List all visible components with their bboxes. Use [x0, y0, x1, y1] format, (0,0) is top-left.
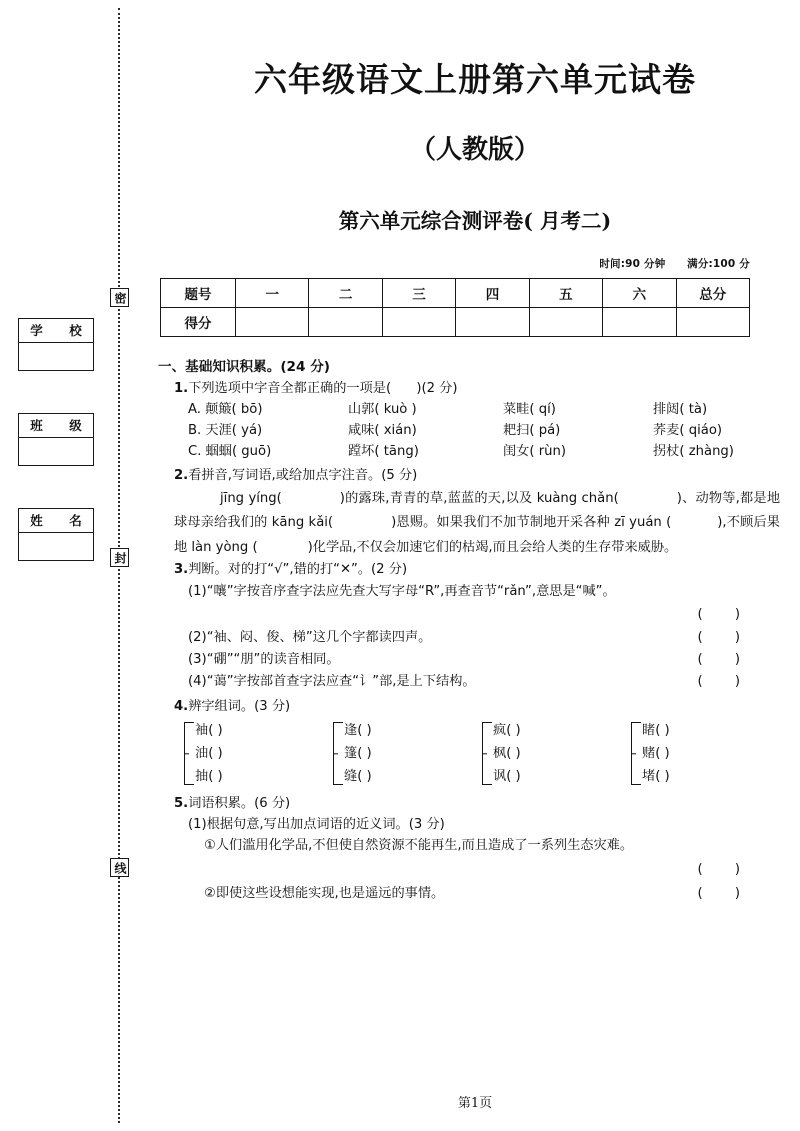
char-group-3-row-2[interactable]: 讽( ) [493, 769, 521, 784]
option-b-item-1: 咸味( xián) [348, 423, 417, 438]
score-cell-6[interactable] [676, 308, 749, 337]
score-table [160, 278, 750, 337]
q3-item-3-answer[interactable]: ( ) [697, 651, 754, 667]
info-box-school-label: 学 校 [19, 319, 93, 343]
char-group-1-row-1[interactable]: 油( ) [195, 746, 223, 761]
option-a-item-3: 排闼( tà) [653, 402, 708, 417]
q5-item-1-answer[interactable]: ( ) [697, 862, 754, 877]
option-b-item-0: B. 天涯( yá) [188, 423, 263, 438]
info-box-school [18, 318, 94, 371]
page-number-footer: 第1页 [457, 1096, 493, 1111]
q5-item-2-label: ② [204, 886, 216, 901]
info-box-name-label: 姓 名 [19, 509, 93, 533]
question-1-stem [174, 379, 780, 400]
question-2-number: 2. [174, 468, 189, 483]
question-5-stem [174, 794, 780, 815]
char-group-3-row-1[interactable]: 枫( ) [493, 746, 521, 761]
score-table-header-row [161, 279, 750, 308]
option-c-item-0: C. 蝈蝈( guō) [188, 444, 272, 459]
score-table-col-1: 二 [309, 279, 382, 308]
question-3-stem [174, 560, 780, 581]
option-a-item-2: 菜畦( qí) [503, 402, 556, 417]
question-3-item-3 [188, 649, 780, 671]
brace-icon [482, 722, 492, 785]
exam-meta-line [150, 256, 800, 271]
info-box-class-field[interactable] [19, 438, 93, 465]
time-limit-label: 时间:90 分钟 [599, 258, 666, 270]
score-cell-3[interactable] [456, 308, 529, 337]
score-table-col-3: 四 [456, 279, 529, 308]
char-group-1 [184, 719, 333, 788]
char-group-3-row-0[interactable]: 疯( ) [493, 723, 521, 738]
q3-item-2-text: “袖、闷、俊、梯”这几个字都读四声。 [206, 629, 432, 645]
brace-icon [631, 722, 641, 785]
seal-char-xian: 线 [110, 858, 129, 877]
question-1-options [188, 399, 780, 462]
q3-item-4-answer[interactable]: ( ) [697, 673, 754, 689]
option-c-item-1: 蹚坏( tāng) [348, 444, 419, 459]
q2-part-2: )、动物等,都是地球母亲给我们的 kāng kǎi( [174, 490, 781, 530]
q3-item-1-text: “嚷”字按音序查字法应先查大写字母“R”,再查音节“rǎn”,意思是“喊”。 [206, 583, 616, 599]
option-c-item-3: 拐杖( zhàng) [653, 444, 734, 459]
score-cell-0[interactable] [236, 308, 309, 337]
question-4-stem [174, 697, 780, 718]
q3-item-4-text: “蔼”字按部首查字法应查“讠”部,是上下结构。 [206, 673, 476, 689]
score-table-col-2: 三 [382, 279, 455, 308]
char-group-4-row-0[interactable]: 睹( ) [642, 723, 670, 738]
q3-item-1-answer[interactable]: ( ) [697, 606, 754, 622]
brace-icon [184, 722, 194, 785]
question-1-text: 下列选项中字音全都正确的一项是( [188, 380, 392, 396]
question-3-number: 3. [174, 562, 189, 577]
info-box-name [18, 508, 94, 561]
option-a-item-0: A. 颠簸( bō) [188, 402, 263, 417]
question-3-text: 判断。对的打“√”,错的打“✕”。(2 分) [188, 562, 408, 577]
questions-body [158, 357, 780, 905]
question-5-number: 5. [174, 796, 189, 811]
q2-part-5: )化学品,不仅会加速它们的枯竭,而且会给人类的生存带来威胁。 [307, 539, 678, 555]
info-box-school-field[interactable] [19, 343, 93, 370]
q3-item-3-text: “硼”“朋”的读音相同。 [206, 651, 340, 667]
info-box-name-field[interactable] [19, 533, 93, 560]
score-cell-2[interactable] [382, 308, 455, 337]
page-title: 六年级语文上册第六单元试卷 [254, 60, 696, 99]
question-3-item-2 [188, 627, 780, 649]
char-group-1-row-2[interactable]: 抽( ) [195, 769, 223, 784]
section-one-heading: 一、基础知识积累。(24 分) [158, 359, 331, 375]
q5-sub1-text: 根据句意,写出加点词语的近义词。(3 分) [206, 816, 445, 832]
question-5-sub1 [188, 815, 780, 836]
score-cell-5[interactable] [603, 308, 676, 337]
question-1-number: 1. [174, 380, 189, 396]
score-cell-1[interactable] [309, 308, 382, 337]
option-b-item-2: 耙扫( pá) [503, 423, 561, 438]
char-group-2-row-0[interactable]: 逢( ) [344, 723, 372, 738]
question-3-item-4 [188, 671, 780, 693]
question-4-text: 辨字组词。(3 分) [188, 698, 291, 714]
seal-char-mi: 密 [110, 288, 129, 307]
char-group-4-row-2[interactable]: 堵( ) [642, 769, 670, 784]
q5-item-2-answer[interactable]: ( ) [697, 886, 754, 901]
seal-char-feng: 封 [110, 548, 129, 567]
q5-item-1-text: 人们滥用化学品,不但使自然资源不能再生,而且造成了一系列生态灾难。 [215, 838, 634, 853]
q2-part-1: )的露珠,青青的草,蓝蓝的天,以及 kuàng chǎn( [339, 490, 619, 506]
full-score-label: 满分:100 分 [687, 258, 750, 270]
question-2-stem [174, 466, 780, 487]
char-group-2 [333, 719, 482, 788]
question-4-groups [184, 719, 780, 788]
char-group-2-row-2[interactable]: 缝( ) [344, 769, 372, 784]
score-table-col-5: 六 [603, 279, 676, 308]
char-group-4-row-1[interactable]: 赌( ) [642, 746, 670, 761]
q3-item-2-answer[interactable]: ( ) [697, 629, 754, 645]
char-group-1-row-0[interactable]: 袖( ) [195, 723, 223, 738]
q3-item-3-label: (3) [188, 651, 207, 667]
paper-name: 第六单元综合测评卷( 月考二) [338, 209, 612, 233]
char-group-4 [631, 719, 780, 788]
q5-item-2 [204, 883, 780, 905]
q5-item-2-text: 即使这些设想能实现,也是遥远的事情。 [215, 886, 445, 901]
q5-sub1-label: (1) [188, 816, 207, 832]
score-table-score-row [161, 308, 750, 337]
char-group-2-row-1[interactable]: 篷( ) [344, 746, 372, 761]
question-4-number: 4. [174, 698, 189, 714]
question-2-text: 看拼音,写词语,或给加点字注音。(5 分) [188, 468, 418, 483]
score-cell-4[interactable] [529, 308, 602, 337]
q3-item-1-label: (1) [188, 583, 207, 599]
question-1-blank-close: )(2 分) [416, 380, 458, 396]
q2-part-0: jīng yíng( [220, 490, 282, 506]
question-2-paragraph [174, 487, 780, 561]
option-b-item-3: 荞麦( qiáo) [653, 423, 723, 438]
question-5-text: 词语积累。(6 分) [188, 796, 291, 811]
edition-label: （人教版） [409, 135, 540, 165]
q2-part-4: ),不顾后果地 làn yòng ( [174, 515, 780, 555]
score-table-col-4: 五 [529, 279, 602, 308]
char-group-3 [482, 719, 631, 788]
seal-line-column [0, 0, 150, 1131]
q5-item-1 [204, 835, 780, 857]
q3-item-2-label: (2) [188, 629, 207, 645]
score-table-row-label-0: 题号 [161, 279, 236, 308]
exam-paper-main [150, 0, 800, 1131]
question-3-item-1 [188, 581, 780, 603]
info-box-class [18, 413, 94, 466]
score-table-row-label-1: 得分 [161, 308, 236, 337]
score-table-col-6: 总分 [676, 279, 749, 308]
q2-part-3: )恩赐。如果我们不加节制地开采各种 zī yuán ( [391, 515, 672, 530]
option-a-item-1: 山郭( kuò ) [348, 402, 417, 417]
q5-item-1-label: ① [204, 838, 216, 853]
q3-item-4-label: (4) [188, 673, 207, 689]
score-table-col-0: 一 [236, 279, 309, 308]
info-box-class-label: 班 级 [19, 414, 93, 438]
option-c-item-2: 闺女( rùn) [503, 444, 566, 459]
brace-icon [333, 722, 343, 785]
